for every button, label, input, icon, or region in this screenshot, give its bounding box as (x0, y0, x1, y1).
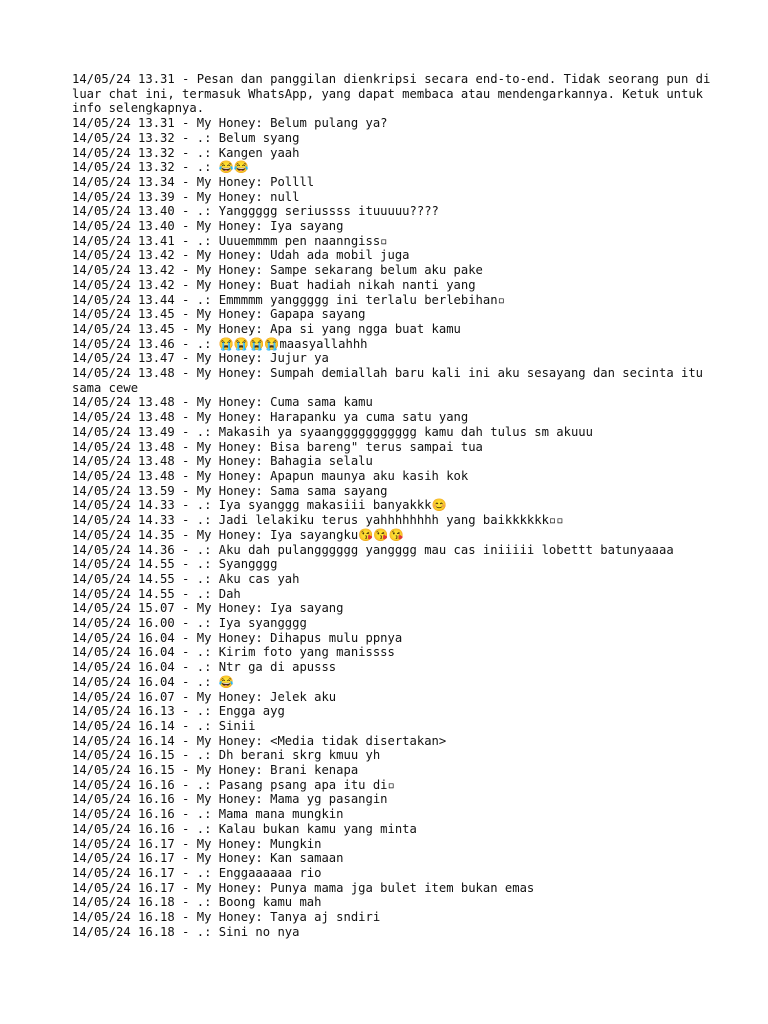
chat-line: 14/05/24 14.55 - .: Aku cas yah (72, 571, 300, 586)
chat-line: 14/05/24 13.45 - My Honey: Gapapa sayang (72, 307, 366, 322)
chat-line: 14/05/24 13.48 - My Honey: Harapanku ya cuma satu yang (72, 410, 469, 425)
chat-line: 14/05/24 14.35 - My Honey: Iya sayangku😘😘😘 (72, 527, 404, 542)
chat-line: 14/05/24 14.33 - .: Iya syanggg makasiii banyakkk😊 (72, 498, 447, 513)
chat-line: 14/05/24 16.17 - My Honey: Mungkin (72, 836, 322, 851)
chat-line: 14/05/24 16.16 - .: Mama mana mungkin (72, 807, 344, 822)
chat-line: 14/05/24 13.32 - .: Kangen yaah (72, 145, 300, 160)
chat-line: 14/05/24 13.59 - My Honey: Sama sama sayang (72, 483, 388, 498)
chat-line: 14/05/24 16.00 - .: Iya syangggg (72, 616, 307, 631)
chat-line: 14/05/24 13.48 - My Honey: Bahagia selalu (72, 454, 373, 469)
chat-line: 14/05/24 16.17 - My Honey: Punya mama jga bulet item bukan emas (72, 880, 535, 895)
chat-line: 14/05/24 14.36 - .: Aku dah pulangggggg yangggg mau cas iniiiii lobettt batunyaaaa (72, 542, 674, 557)
chat-line: 14/05/24 16.16 - My Honey: Mama yg pasangin (72, 792, 388, 807)
chat-line: 14/05/24 16.14 - .: Sinii (72, 718, 256, 733)
chat-line: 14/05/24 15.07 - My Honey: Iya sayang (72, 601, 344, 616)
chat-line: 14/05/24 16.15 - .: Dh berani skrg kmuu yh (72, 748, 381, 763)
chat-line: 14/05/24 13.32 - .: 😂😂 (72, 160, 250, 175)
chat-line: 14/05/24 16.18 - .: Sini no nya (72, 924, 300, 939)
chat-line: 14/05/24 13.42 - My Honey: Sampe sekarang belum aku pake (72, 263, 483, 278)
chat-line: 14/05/24 13.41 - .: Uuuemmmm pen naanngiss▫ (72, 233, 388, 248)
chat-line: 14/05/24 13.40 - .: Yanggggg seriussss ituuuuu???? (72, 204, 439, 219)
chat-line: 14/05/24 16.17 - .: Enggaaaaaa rio (72, 865, 322, 880)
chat-line: 14/05/24 13.46 - .: 😭😭😭😭maasyallahhh (72, 336, 368, 351)
chat-line: 14/05/24 13.32 - .: Belum syang (72, 130, 300, 145)
chat-line: 14/05/24 13.31 - My Honey: Belum pulang ya? (72, 116, 388, 131)
chat-line: 14/05/24 13.47 - My Honey: Jujur ya (72, 351, 329, 366)
chat-line: 14/05/24 16.04 - My Honey: Dihapus mulu ppnya (72, 630, 403, 645)
chat-line: 14/05/24 13.44 - .: Emmmmm yanggggg ini terlalu berlebihan▫ (72, 292, 505, 307)
chat-line: 14/05/24 13.40 - My Honey: Iya sayang (72, 219, 344, 234)
chat-line: 14/05/24 16.13 - .: Engga ayg (72, 704, 285, 719)
chat-line: 14/05/24 16.15 - My Honey: Brani kenapa (72, 763, 359, 778)
chat-line-encryption-notice: 14/05/24 13.31 - Pesan dan panggilan dienkripsi secara end-to-end. Tidak seorang pun di luar chat ini, termasuk WhatsApp, yang dapat membaca atau mendengarkannya. Ketuk untuk info selengkapnya. (72, 72, 718, 116)
chat-line: 14/05/24 13.48 - My Honey: Cuma sama kamu (72, 395, 373, 410)
chat-line: 14/05/24 16.07 - My Honey: Jelek aku (72, 689, 337, 704)
chat-line: 14/05/24 13.49 - .: Makasih ya syaanggggggggggg kamu dah tulus sm akuuu (72, 424, 593, 439)
chat-line: 14/05/24 16.18 - My Honey: Tanya aj sndiri (72, 910, 381, 925)
chat-line: 14/05/24 16.16 - .: Pasang psang apa itu di▫ (72, 777, 395, 792)
chat-line: 14/05/24 16.18 - .: Boong kamu mah (72, 895, 322, 910)
chat-line: 14/05/24 14.55 - .: Dah (72, 586, 241, 601)
chat-line: 14/05/24 13.34 - My Honey: Pollll (72, 174, 315, 189)
chat-line: 14/05/24 14.55 - .: Syangggg (72, 557, 278, 572)
chat-line: 14/05/24 16.17 - My Honey: Kan samaan (72, 851, 344, 866)
chat-line: 14/05/24 16.04 - .: 😂 (72, 674, 234, 689)
chat-line: 14/05/24 16.04 - .: Ntr ga di apusss (72, 660, 337, 675)
chat-line: 14/05/24 13.39 - My Honey: null (72, 189, 300, 204)
chat-line: 14/05/24 13.42 - My Honey: Buat hadiah nikah nanti yang (72, 277, 476, 292)
chat-export-document (72, 72, 718, 939)
chat-line: 14/05/24 14.33 - .: Jadi lelakiku terus yahhhhhhhh yang baikkkkkk▫▫ (72, 513, 564, 528)
chat-line: 14/05/24 13.48 - My Honey: Apapun maunya aku kasih kok (72, 468, 469, 483)
chat-line: 14/05/24 13.42 - My Honey: Udah ada mobil juga (72, 248, 410, 263)
chat-line: 14/05/24 16.14 - My Honey: <Media tidak disertakan> (72, 733, 447, 748)
chat-line: 14/05/24 13.45 - My Honey: Apa si yang ngga buat kamu (72, 321, 461, 336)
chat-line: 14/05/24 16.04 - .: Kirim foto yang manissss (72, 645, 395, 660)
chat-line: 14/05/24 13.48 - My Honey: Sumpah demiallah baru kali ini aku sesayang dan secinta itu sama cewe (72, 366, 711, 395)
chat-line: 14/05/24 13.48 - My Honey: Bisa bareng" terus sampai tua (72, 439, 483, 454)
chat-line: 14/05/24 16.16 - .: Kalau bukan kamu yang minta (72, 821, 417, 836)
